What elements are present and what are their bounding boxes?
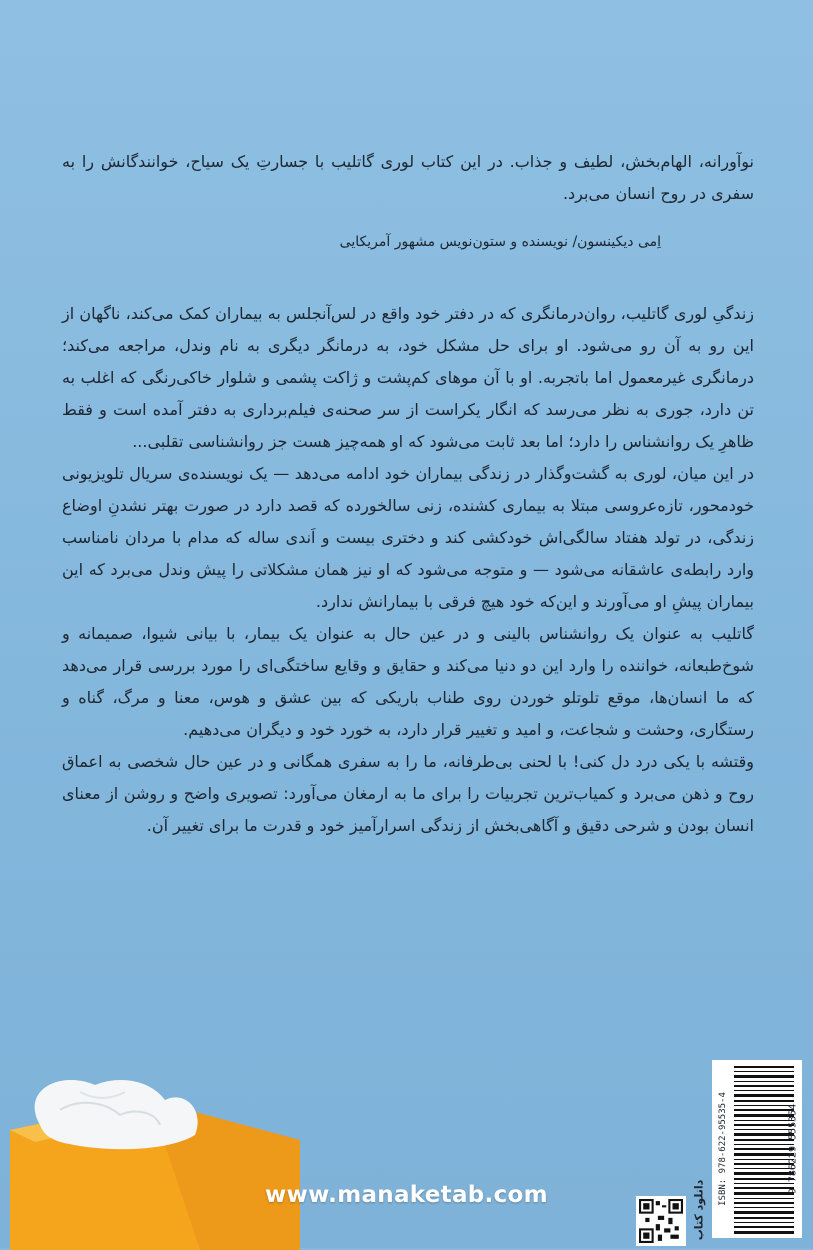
description-paragraph: گاتلیب به عنوان یک روانشناس بالینی و در عین حال به عنوان یک بیمار، با بیانی شیوا، صمیمانه و شوخ‌طبعانه، خواننده را وارد این دو دنیا می‌کند و حقایق و وقایع ساختگی‌ای را مورد بررسی قرار می‌دهد که ما انسان‌ها، موقع تلوتلو خوردن روی طناب باریکی که بین عشق و هوس، معنا و مرگ، گناه و رستگاری، وحشت و شجاعت، و امید و تغییر قرار دارد، به خورد خود و دیگران می‌دهیم. xyxy=(62,624,754,739)
tissue-box-illustration xyxy=(0,1080,300,1250)
isbn-number: ISBN: 978-622-95535-4 xyxy=(718,1092,728,1206)
intro-quote xyxy=(62,146,754,210)
book-description xyxy=(62,298,754,842)
description-paragraph: زندگیِ لوری گاتلیب، روان‌درمانگری که در دفتر خود واقع در لس‌آنجلس به بیماران کمک می‌کند، ناگهان از این رو به آن رو می‌شود. او برای حل مشکل خود، به درمانگر دیگری به نام وندل، مراجعه می‌کند؛ درمانگری غیرمعمول اما باتجربه. او با آن موهای کم‌پشت و ژاکت پشمی و شلوار خاکی‌رنگی که اغلب به تن دارد، جوری به نظر می‌رسد که انگار یکراست از سر صحنه‌ی فیلم‌برداری به دفتر آمده است و فقط ظاهرِ یک روانشناس را دارد؛ اما بعد ثابت می‌شود که او همه‌چیز هست جز روانشناسی تقلبی... xyxy=(62,304,754,451)
quote-attribution: اِمی دیکینسون/ نویسنده و ستون‌نویس مشهور آمریکایی xyxy=(339,234,661,250)
publisher-website[interactable]: www.manaketab.com xyxy=(265,1182,548,1208)
qr-download-text: دانلود کتاب xyxy=(692,1179,706,1241)
barcode-digits xyxy=(786,1060,800,1238)
description-paragraph: وقتشه با یکی درد دل کنی! با لحنی بی‌طرفانه، ما را به سفری همگانی و در عین حال شخصی به اعماق روح و ذهن می‌برد و کمیاب‌ترین تجربیات را برای ما به ارمغان می‌آورد: تصویری واضح و روشن از معنای انسان بودن و شرحی دقیق و آگاهی‌بخش از زندگی اسرارآمیز خود و قدرت ما برای تغییر آن. xyxy=(62,752,754,835)
qr-download-label xyxy=(688,1170,710,1250)
isbn-label xyxy=(716,1060,730,1238)
barcode-digits-text: 9 786229 555354 xyxy=(787,1103,799,1195)
intro-quote-text: نوآورانه، الهام‌بخش، لطیف و جذاب. در این کتاب لوری گاتلیب با جسارتِ یک سیاح، خوانندگانش را به سفری در روح انسان می‌برد. xyxy=(62,152,754,203)
description-paragraph: در این میان، لوری به گشت‌وگذار در زندگی بیماران خود ادامه می‌دهد — یک نویسنده‌ی سریال تلویزیونی خودمحور، تازه‌عروسی مبتلا به بیماری کشنده، زنی سالخورده که قصد دارد در صورت بهتر نشدنِ اوضاع زندگی، در تولد هفتاد سالگی‌اش خودکشی کند و دختری بیست و اَندی ساله که مدام با مردان نامناسب وارد رابطه‌ی عاشقانه می‌شود — و متوجه می‌شود که او نیز همان مشکلاتی را پیش وندل می‌برد که این بیماران پیشِ او می‌آورند و این‌که خود هیچ فرقی با بیمارانش ندارد. xyxy=(62,464,754,611)
qr-code[interactable] xyxy=(636,1196,686,1246)
